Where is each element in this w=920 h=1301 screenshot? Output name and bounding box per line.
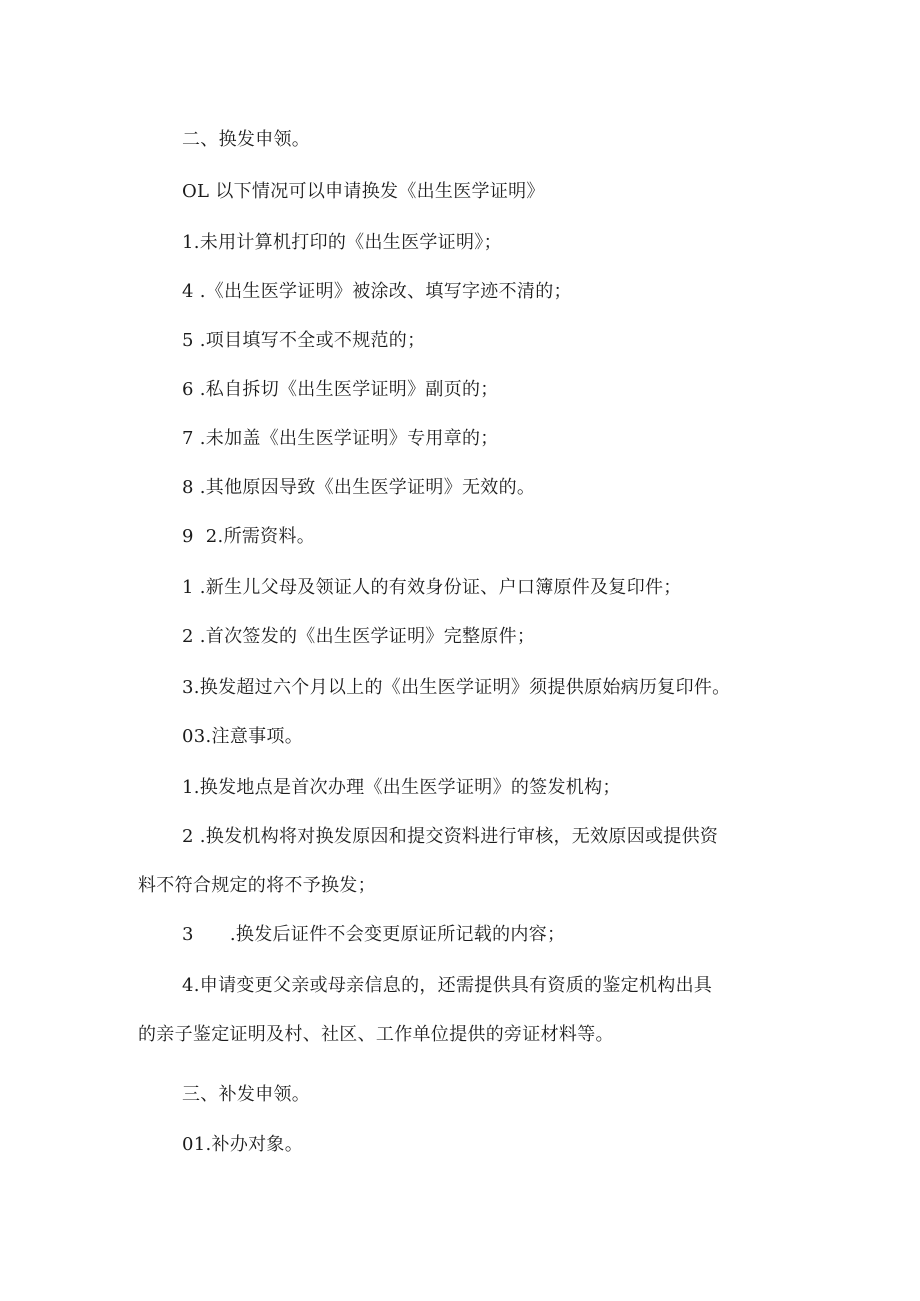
- subsection-heading: 03.注意事项。: [182, 726, 304, 747]
- list-item: 1 .新生儿父母及领证人的有效身份证、户口簿原件及复印件；: [182, 577, 682, 598]
- section-heading-reissue: 三、补发申领。: [182, 1084, 311, 1105]
- list-item: 7 .未加盖《出生医学证明》专用章的；: [182, 428, 499, 449]
- list-item: 3 .换发后证件不会变更原证所记载的内容；: [182, 924, 566, 945]
- list-item: 8 .其他原因导致《出生医学证明》无效的。: [182, 477, 536, 498]
- list-item-continuation: 料不符合规定的将不予换发；: [138, 875, 376, 896]
- list-item: 6 .私自拆切《出生医学证明》副页的；: [182, 379, 499, 400]
- list-item-continuation: 的亲子鉴定证明及村、社区、工作单位提供的旁证材料等。: [138, 1024, 614, 1045]
- list-item: 3.换发超过六个月以上的《出生医学证明》须提供原始病历复印件。: [182, 677, 731, 698]
- list-item: 1.换发地点是首次办理《出生医学证明》的签发机构；: [182, 777, 621, 798]
- list-item: 5 .项目填写不全或不规范的；: [182, 330, 426, 351]
- paragraph-line: OL 以下情况可以申请换发《出生医学证明》: [182, 181, 545, 202]
- list-item: 2 .换发机构将对换发原因和提交资料进行审核，无效原因或提供资: [182, 826, 719, 847]
- subsection-heading: 01.补办对象。: [182, 1134, 304, 1155]
- list-item: 1.未用计算机打印的《出生医学证明》；: [182, 232, 502, 253]
- subsection-heading: 9 2.所需资料。: [182, 526, 316, 547]
- section-heading-renewal: 二、换发申领。: [182, 129, 311, 150]
- list-item: 4 .《出生医学证明》被涂改、填写字迹不清的；: [182, 281, 572, 302]
- list-item: 4.申请变更父亲或母亲信息的，还需提供具有资质的鉴定机构出具: [182, 975, 713, 996]
- list-item: 2 .首次签发的《出生医学证明》完整原件；: [182, 626, 536, 647]
